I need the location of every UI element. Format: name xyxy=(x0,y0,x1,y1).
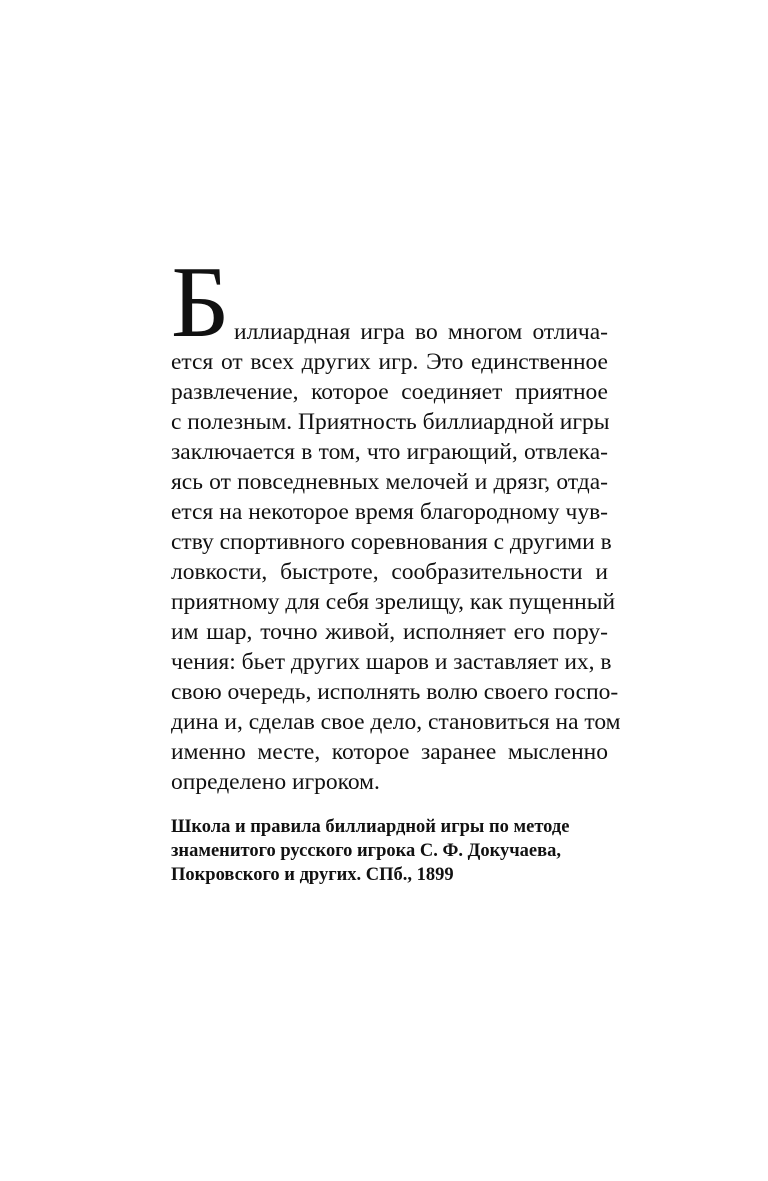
epigraph-line: заключается в том, что играющий, отвлека- xyxy=(171,439,608,465)
drop-cap-letter: Б xyxy=(171,246,230,359)
epigraph-line: им шар, точно живой, исполняет его пору- xyxy=(171,619,608,645)
epigraph-line: с полезным. Приятность биллиардной игры xyxy=(171,409,610,435)
epigraph-line: ловкости, быстроте, сообразительности и xyxy=(171,559,608,585)
citation-line: Покровского и других. СПб., 1899 xyxy=(171,865,454,885)
epigraph-citation xyxy=(171,815,611,887)
epigraph-line: иллиардная игра во многом отлича- xyxy=(234,319,608,345)
epigraph-line: ству спортивного соревнования с другими в xyxy=(171,529,612,555)
epigraph-line: развлечение, которое соединяет приятное xyxy=(171,379,608,405)
epigraph-line: свою очередь, исполнять волю своего госпо- xyxy=(171,679,619,705)
citation-line: знаменитого русского игрока С. Ф. Докучаева, xyxy=(171,841,561,861)
epigraph-line: ется от всех других игр. Это единственное xyxy=(171,349,608,375)
epigraph-line: именно месте, которое заранее мысленно xyxy=(171,739,608,765)
epigraph-line: определено игроком. xyxy=(171,769,380,795)
epigraph-line: приятному для себя зрелищу, как пущенный xyxy=(171,589,616,615)
citation-line: Школа и правила биллиардной игры по методе xyxy=(171,817,570,837)
epigraph-line: чения: бьет других шаров и заставляет их, в xyxy=(171,649,612,675)
epigraph-line: ясь от повседневных мелочей и дрязг, отда- xyxy=(171,469,608,495)
epigraph-line: дина и, сделав свое дело, становиться на том xyxy=(171,709,621,735)
epigraph-line: ется на некоторое время благородному чув- xyxy=(171,499,608,525)
